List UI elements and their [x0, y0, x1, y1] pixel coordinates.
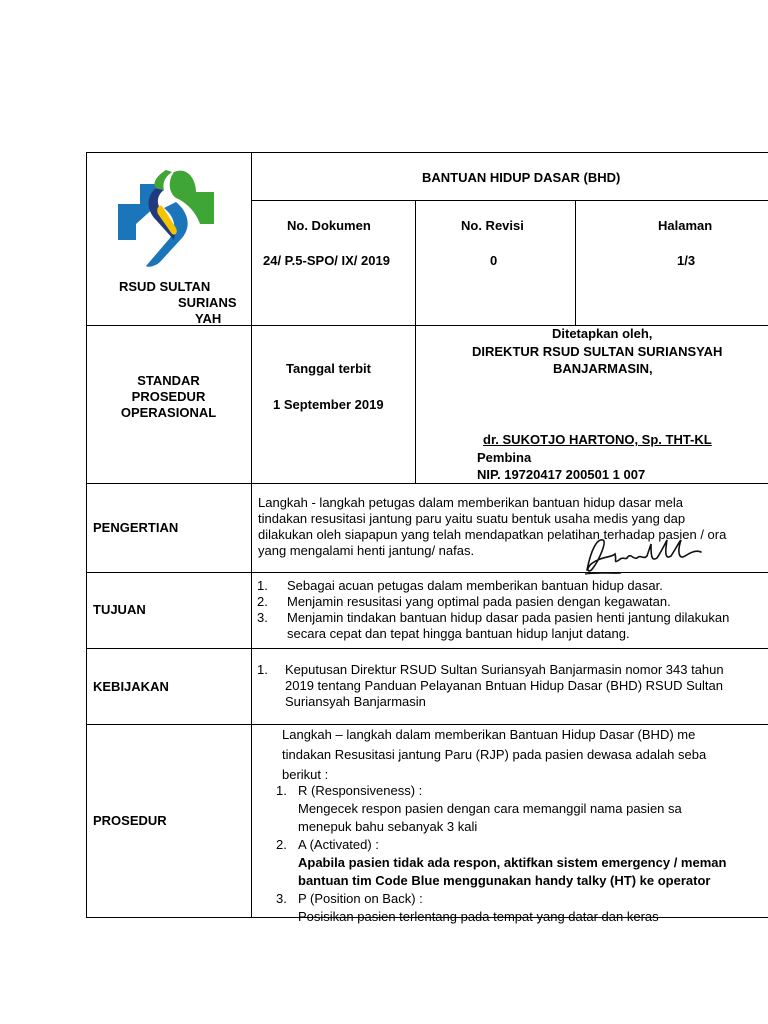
step-detail: Apabila pasien tidak ada respon, aktifkan sistem emergency / meman	[298, 855, 727, 870]
table-border-top	[86, 152, 768, 153]
list-item	[257, 662, 768, 710]
hospital-name-line3: YAH	[195, 311, 222, 326]
prosedur-steps	[276, 782, 768, 926]
list-number: 2.	[257, 594, 268, 609]
list-text-line2: secara cepat dan tepat hingga bantuan hidup lanjut datang.	[287, 626, 630, 641]
label-column-divider	[251, 152, 252, 918]
list-text: Menjamin resusitasi yang optimal pada pasien dengan kegawatan.	[287, 594, 671, 609]
step-detail: bantuan tim Code Blue menggunakan handy talky (HT) ke operator	[298, 873, 711, 888]
table-border-left	[86, 152, 87, 918]
pengertian-line1: Langkah - langkah petugas dalam memberikan bantuan hidup dasar mela	[258, 495, 683, 510]
issue-date-label: Tanggal terbit	[286, 361, 371, 376]
page-value: 1/3	[677, 253, 696, 268]
signer-name: dr. SUKOTJO HARTONO, Sp. THT-KL	[483, 432, 712, 447]
tujuan-label: TUJUAN	[93, 602, 146, 617]
sop-document	[86, 152, 768, 924]
doc-column-divider	[415, 200, 416, 483]
prosedur-label: PROSEDUR	[93, 813, 167, 828]
pengertian-line3: dilakukan oleh siapapun yang telah mendapatkan pelatihan terhadap pasien / ora	[258, 527, 727, 542]
revision-label: No. Revisi	[461, 218, 524, 233]
director-signature	[581, 530, 706, 578]
revision-value: 0	[490, 253, 498, 268]
sop-label-line3: OPERASIONAL	[120, 405, 217, 420]
list-item	[257, 578, 768, 594]
title-row-divider	[251, 200, 768, 201]
step-detail: menepuk bahu sebanyak 3 kali	[298, 819, 478, 834]
prosedur-intro-line1: Langkah – langkah dalam memberikan Bantuan Hidup Dasar (BHD) me	[282, 727, 696, 742]
kebijakan-list	[257, 662, 768, 710]
doc-number-label: No. Dokumen	[287, 218, 371, 233]
director-title-line2: BANJARMASIN,	[553, 361, 653, 376]
prosedur-intro	[282, 725, 768, 785]
list-text-line1: Menjamin tindakan bantuan hidup dasar pada pasien henti jantung dilakukan	[287, 610, 730, 625]
prosedur-intro-line2: tindakan Resusitasi jantung Paru (RJP) pada pasien dewasa adalah seba	[282, 747, 707, 762]
kebijakan-line1: Keputusan Direktur RSUD Sultan Suriansyah Banjarmasin nomor 343 tahun	[285, 662, 724, 677]
signer-nip: NIP. 19720417 200501 1 007	[477, 467, 646, 482]
revision-column-divider	[575, 200, 576, 325]
sop-row-divider	[86, 483, 768, 484]
kebijakan-line3: Suriansyah Banjarmasin	[285, 694, 426, 709]
list-item	[276, 890, 768, 926]
tujuan-list	[257, 578, 768, 642]
list-text: Sebagai acuan petugas dalam memberikan bantuan hidup dasar.	[287, 578, 663, 593]
list-number: 1.	[257, 662, 268, 677]
signer-rank: Pembina	[477, 450, 532, 465]
tujuan-row-divider	[86, 648, 768, 649]
sop-label-line1: STANDAR	[137, 373, 200, 388]
pengertian-line4: yang mengalami henti jantung/ nafas.	[258, 543, 475, 558]
step-title: A (Activated) :	[298, 837, 379, 852]
hospital-logo	[116, 162, 216, 272]
step-title: R (Responsiveness) :	[298, 783, 423, 798]
sop-label-line2: PROSEDUR	[131, 389, 206, 404]
hospital-name-line2: SURIANS	[178, 295, 237, 310]
sop-label	[106, 373, 231, 421]
list-number: 3.	[276, 891, 287, 906]
step-title: P (Position on Back) :	[298, 891, 423, 906]
page-label: Halaman	[658, 218, 713, 233]
pengertian-line2: tindakan resusitasi jantung paru yaitu suatu bentuk usaha medis yang dap	[258, 511, 686, 526]
step-detail: Posisikan pasien terlentang pada tempat yang datar dan keras	[298, 909, 659, 924]
issue-date-value: 1 September 2019	[273, 397, 384, 412]
kebijakan-label: KEBIJAKAN	[93, 679, 169, 694]
pengertian-label: PENGERTIAN	[93, 520, 179, 535]
doc-number-value: 24/ P.5-SPO/ IX/ 2019	[263, 253, 390, 268]
list-number: 2.	[276, 837, 287, 852]
list-number: 1.	[276, 783, 287, 798]
list-item	[276, 836, 768, 890]
established-by: Ditetapkan oleh,	[552, 326, 653, 341]
list-item	[276, 782, 768, 836]
list-item	[257, 594, 768, 610]
list-number: 3.	[257, 610, 268, 625]
list-number: 1.	[257, 578, 268, 593]
document-title: BANTUAN HIDUP DASAR (BHD)	[422, 170, 621, 185]
hospital-name-line1: RSUD SULTAN	[119, 279, 211, 294]
step-detail: Mengecek respon pasien dengan cara memanggil nama pasien sa	[298, 801, 682, 816]
prosedur-intro-line3: berikut :	[282, 767, 329, 782]
director-title-line1: DIREKTUR RSUD SULTAN SURIANSYAH	[472, 344, 723, 359]
list-item	[257, 610, 768, 642]
kebijakan-line2: 2019 tentang Panduan Pelayanan Bntuan Hidup Dasar (BHD) RSUD Sultan	[285, 678, 723, 693]
